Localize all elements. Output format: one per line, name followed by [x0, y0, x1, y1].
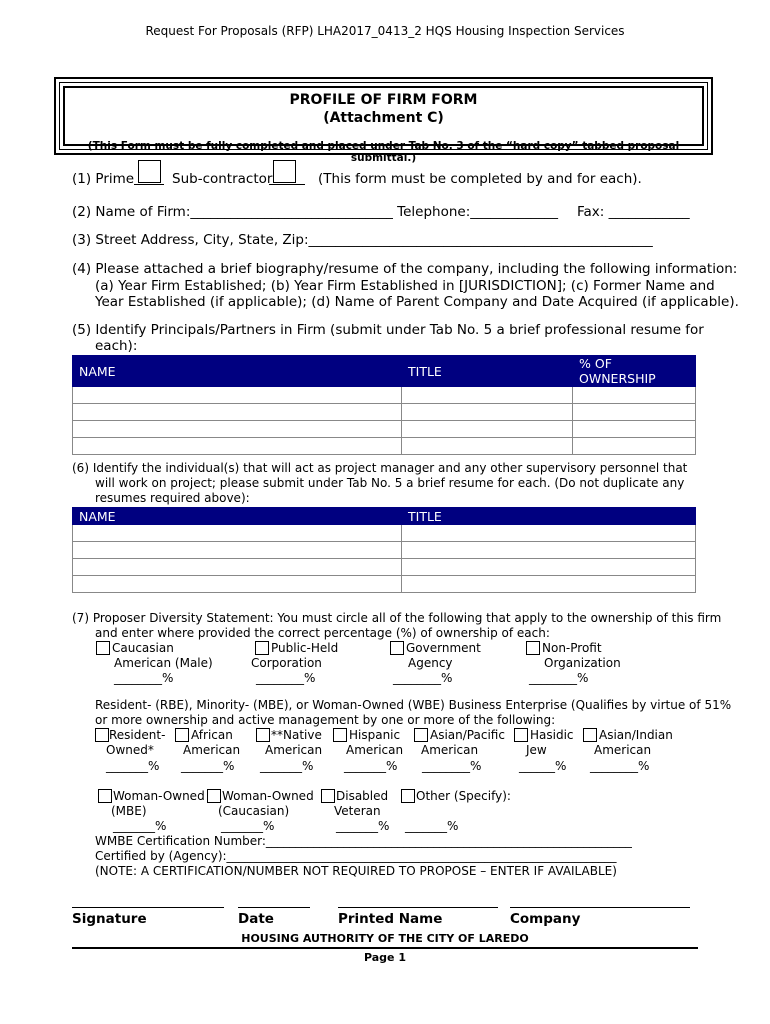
cell[interactable]	[402, 542, 696, 559]
woman-owned-caucasian-checkbox[interactable]	[207, 789, 221, 803]
non-profit-pct[interactable]: ________%	[529, 671, 589, 685]
form-title: PROFILE OF FIRM FORM	[289, 92, 478, 108]
page-number: Page 1	[363, 951, 406, 964]
col-name: NAME	[73, 508, 402, 525]
date-label: Date	[238, 911, 274, 927]
rbe-para-line1: Resident- (RBE), Minority- (MBE), or Woman-Owned (WBE) Business Enterprise (Qualifies by virtue of 51%	[95, 698, 732, 712]
woman-caucasian-label-2: (Caucasian)	[218, 804, 290, 818]
cell[interactable]	[402, 576, 696, 593]
asian-indian-label-2: American	[594, 743, 652, 757]
disabled-label-2: Veteran	[334, 804, 381, 818]
government-checkbox[interactable]	[390, 641, 404, 655]
company-line[interactable]	[510, 907, 690, 908]
cell[interactable]	[73, 525, 402, 542]
q6-line3: resumes required above):	[95, 491, 250, 505]
non-profit-label-2: Organization	[544, 656, 621, 670]
caucasian-label-2: American (Male)	[114, 656, 213, 670]
asian-pacific-label-2: American	[421, 743, 479, 757]
table-row	[73, 576, 696, 593]
principals-table	[72, 355, 696, 455]
cell[interactable]	[402, 438, 573, 455]
form-subtitle: (Attachment C)	[323, 110, 444, 126]
resident-owned-checkbox[interactable]	[95, 728, 109, 742]
hispanic-label: Hispanic	[349, 728, 401, 742]
form-note: (This Form must be fully completed and placed under Tab No. 3 of the “hard copy” tabbed proposal submittal.)	[87, 140, 680, 164]
subcontractor-label: Sub-contractor	[172, 171, 273, 187]
cell[interactable]	[73, 576, 402, 593]
asian-indian-label: Asian/Indian	[599, 728, 673, 742]
q4-line1: (4) Please attached a brief biography/resume of the company, including the following information:	[72, 261, 738, 277]
native-american-checkbox[interactable]	[256, 728, 270, 742]
cell[interactable]	[573, 404, 696, 421]
asian-pacific-checkbox[interactable]	[414, 728, 428, 742]
native-label-2: American	[265, 743, 323, 757]
firm-name-field[interactable]: (2) Name of Firm:______________________________ Telephone:_____________	[72, 204, 559, 220]
rbe-para-line2: or more ownership and active management by one or more of the following:	[95, 713, 556, 727]
cell[interactable]	[402, 559, 696, 576]
caucasian-pct[interactable]: ________%	[114, 671, 174, 685]
table-row	[73, 542, 696, 559]
table-row	[73, 559, 696, 576]
cell[interactable]	[73, 542, 402, 559]
table-row	[73, 387, 696, 404]
q4-line2: (a) Year Firm Established; (b) Year Firm Established in [JURISDICTION]; (c) Former Name and	[95, 278, 715, 294]
cell[interactable]	[402, 421, 573, 438]
public-held-checkbox[interactable]	[255, 641, 269, 655]
woman-caucasian-pct[interactable]: _______%	[221, 819, 275, 833]
hispanic-label-2: American	[346, 743, 404, 757]
sub-underline	[269, 184, 305, 185]
african-pct[interactable]: _______%	[181, 759, 235, 773]
table-row	[73, 421, 696, 438]
other-checkbox[interactable]	[401, 789, 415, 803]
disabled-label: Disabled	[336, 789, 389, 803]
woman-mbe-label-2: (MBE)	[111, 804, 147, 818]
housing-authority: HOUSING AUTHORITY OF THE CITY OF LAREDO	[241, 932, 529, 945]
date-line[interactable]	[238, 907, 310, 908]
caucasian-checkbox[interactable]	[96, 641, 110, 655]
hasidic-jew-checkbox[interactable]	[514, 728, 528, 742]
prime-checkbox[interactable]	[138, 160, 161, 183]
asian-pacific-label: Asian/Pacific	[430, 728, 505, 742]
q1-note: (This form must be completed by and for each).	[318, 171, 642, 187]
non-profit-checkbox[interactable]	[526, 641, 540, 655]
government-label: Government	[406, 641, 481, 655]
q5-line1: (5) Identify Principals/Partners in Firm (submit under Tab No. 5 a brief professional resume for	[72, 322, 704, 338]
african-label-2: American	[183, 743, 241, 757]
non-profit-label: Non-Profit	[542, 641, 602, 655]
resident-label: Resident-	[109, 728, 166, 742]
government-label-2: Agency	[408, 656, 453, 670]
signature-line[interactable]	[72, 907, 224, 908]
personnel-table	[72, 507, 696, 593]
page-header: Request For Proposals (RFP) LHA2017_0413_2 HQS Housing Inspection Services	[145, 24, 625, 38]
company-label: Company	[510, 911, 581, 927]
cell[interactable]	[402, 525, 696, 542]
footer-rule	[72, 947, 698, 949]
subcontractor-checkbox[interactable]	[273, 160, 296, 183]
cell[interactable]	[402, 387, 573, 404]
public-held-pct[interactable]: ________%	[256, 671, 316, 685]
prime-underline	[134, 184, 164, 185]
table-row	[73, 404, 696, 421]
q7-line1: (7) Proposer Diversity Statement: You must circle all of the following that apply to the ownership of this firm	[72, 611, 722, 625]
other-pct[interactable]: _______%	[405, 819, 459, 833]
government-pct[interactable]: ________%	[393, 671, 453, 685]
table-row	[73, 438, 696, 455]
cell[interactable]	[73, 387, 402, 404]
african-label: African	[191, 728, 233, 742]
col-title: TITLE	[402, 356, 573, 387]
hasidic-label-2: Jew	[526, 743, 547, 757]
disabled-veteran-checkbox[interactable]	[321, 789, 335, 803]
hasidic-label: Hasidic	[530, 728, 574, 742]
african-american-checkbox[interactable]	[175, 728, 189, 742]
wmbe-number-field[interactable]: WMBE Certification Number:_____________________________________________________________	[95, 834, 632, 848]
resident-label-2: Owned*	[106, 743, 154, 757]
col-title: TITLE	[402, 508, 696, 525]
cell[interactable]	[73, 559, 402, 576]
certification-note: (NOTE: A CERTIFICATION/NUMBER NOT REQUIRED TO PROPOSE – ENTER IF AVAILABLE)	[95, 864, 617, 878]
cell[interactable]	[73, 438, 402, 455]
hasidic-pct[interactable]: ______%	[519, 759, 567, 773]
cell[interactable]	[402, 404, 573, 421]
certified-by-field[interactable]: Certified by (Agency):_________________________________________________________________	[95, 849, 617, 863]
cell[interactable]	[573, 387, 696, 404]
public-held-label: Public-Held	[271, 641, 339, 655]
native-pct[interactable]: _______%	[260, 759, 314, 773]
asian-indian-checkbox[interactable]	[583, 728, 597, 742]
public-held-label-2: Corporation	[251, 656, 322, 670]
table-row	[73, 525, 696, 542]
cell[interactable]	[73, 404, 402, 421]
native-label: **Native	[271, 728, 322, 742]
woman-owned-mbe-checkbox[interactable]	[98, 789, 112, 803]
caucasian-label: Caucasian	[112, 641, 174, 655]
signature-label: Signature	[72, 911, 147, 927]
address-field[interactable]: (3) Street Address, City, State, Zip:___________________________________________________	[72, 232, 653, 248]
col-ownership: % OF OWNERSHIP	[573, 356, 696, 387]
cell[interactable]	[73, 421, 402, 438]
col-name: NAME	[73, 356, 402, 387]
woman-mbe-label: Woman-Owned	[113, 789, 205, 803]
q4-line3: Year Established (if applicable); (d) Name of Parent Company and Date Acquired (if applicable).	[95, 294, 739, 310]
hispanic-american-checkbox[interactable]	[333, 728, 347, 742]
fax-field[interactable]: Fax: ____________	[577, 204, 690, 220]
disabled-pct[interactable]: _______%	[336, 819, 390, 833]
q5-line2: each):	[95, 338, 138, 354]
other-label: Other (Specify):	[416, 789, 511, 803]
prime-label: (1) Prime	[72, 171, 135, 187]
printed-name-line[interactable]	[338, 907, 498, 908]
printed-name-label: Printed Name	[338, 911, 443, 927]
q7-line2: and enter where provided the correct percentage (%) of ownership of each:	[95, 626, 550, 640]
cell[interactable]	[573, 438, 696, 455]
q6-line2: will work on project; please submit under Tab No. 5 a brief resume for each. (Do not duplicate any	[95, 476, 685, 490]
hispanic-pct[interactable]: _______%	[344, 759, 398, 773]
woman-caucasian-label: Woman-Owned	[222, 789, 314, 803]
cell[interactable]	[573, 421, 696, 438]
resident-pct[interactable]: _______%	[106, 759, 160, 773]
asian-pacific-pct[interactable]: ________%	[422, 759, 482, 773]
woman-mbe-pct[interactable]: _______%	[113, 819, 167, 833]
q6-line1: (6) Identify the individual(s) that will act as project manager and any other supervisory personnel that	[72, 461, 688, 475]
asian-indian-pct[interactable]: ________%	[590, 759, 650, 773]
